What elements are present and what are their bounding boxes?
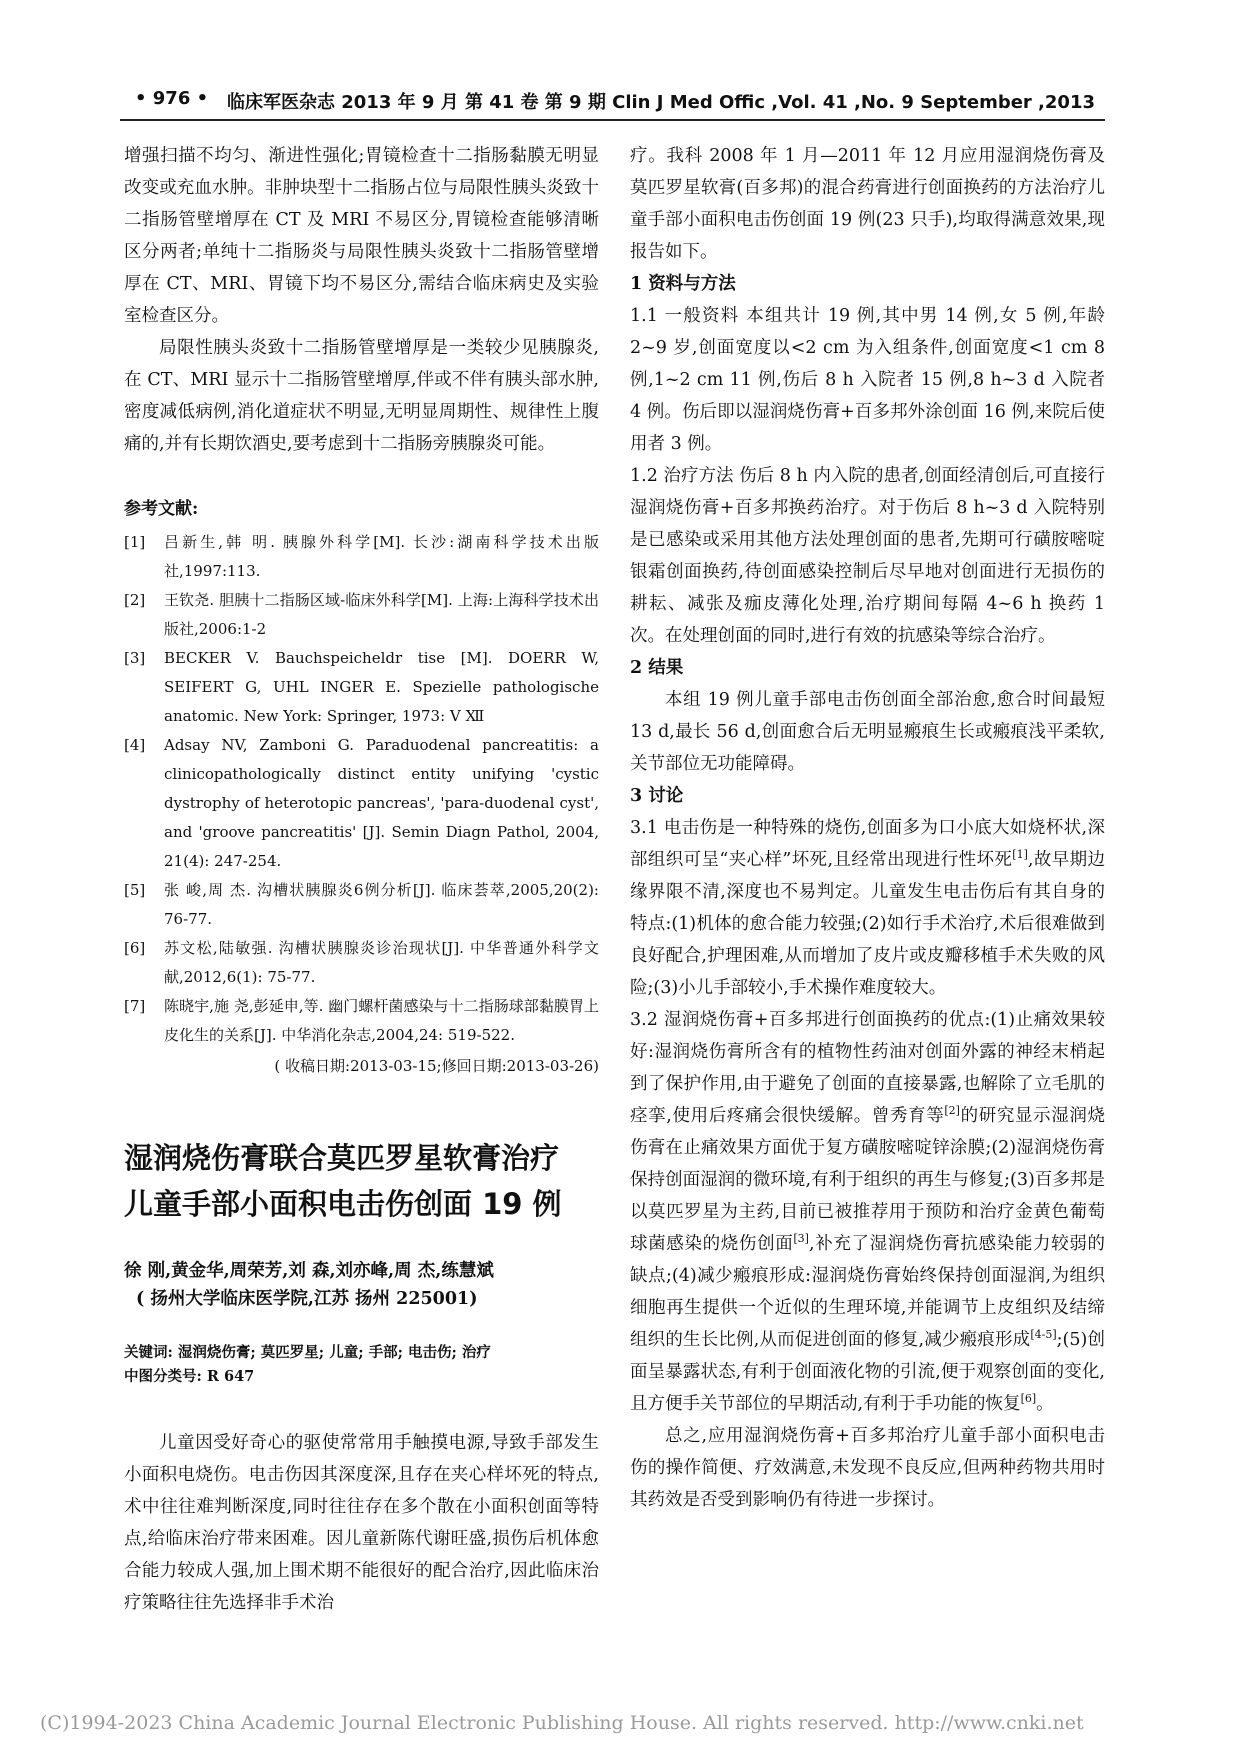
citation: [2] xyxy=(944,1104,960,1118)
section-heading-1: 1 资料与方法 xyxy=(630,274,736,294)
reference-text: 苏文松,陆敏强. 沟槽状胰腺炎诊治现状[J]. 中华普通外科学文献,2012,6(1): 75-77. xyxy=(164,939,599,986)
journal-info: 临床军医杂志 2013 年 9 月 第 41 卷 第 9 期 Clin J Med Offic ,Vol. 41 ,No. 9 September ,2013 xyxy=(226,92,1095,113)
paragraph-intro-continued: 疗。我科 2008 年 1 月—2011 年 12 月应用湿润烧伤膏及莫匹罗星软膏(百多邦)的混合药膏进行创面换药的方法治疗儿童手部小面积电击伤创面 19 例(23 只手),均取得满意效果,现报告如下。 xyxy=(630,146,1105,262)
subsection-label: 3.1 xyxy=(630,818,658,838)
authors: 徐 刚,黄金华,周荣芳,刘 森,刘亦峰,周 杰,练慧斌 xyxy=(124,1261,494,1281)
reference-text: 王钦尧. 胆胰十二指肠区域-临床外科学[M]. 上海:上海科学技术出版社,2006:1-2 xyxy=(164,591,599,638)
reference-number: [7] xyxy=(124,997,146,1015)
header-rule xyxy=(120,119,1105,121)
reference-item xyxy=(124,644,599,731)
article-title-line-1: 湿润烧伤膏联合莫匹罗星软膏治疗 xyxy=(124,1141,560,1175)
subsection-text: ,故早期边缘界限不清,深度也不易判定。儿童发生电击伤后有其自身的特点:(1)机体的愈合能力较强;(2)如行手术治疗,术后很难做到良好配合,护理困难,从而增加了皮片或皮瓣移植手术失败的风险;(3)小儿手部较小,手术操作难度较大。 xyxy=(630,850,1105,998)
reference-text: BECKER V. Bauchspeicheldr tise [M]. DOERR W, SEIFERT G, UHL INGER E. Spezielle pathologische anatomic. New York: Springer, 1973: Ⅴ Ⅻ xyxy=(164,649,599,725)
subsection-text: ,补充了湿润烧伤膏抗感染能力较弱的缺点;(4)减少瘢痕形成:湿润烧伤膏始终保持创面湿润,为组织细胞再生提供一个近似的生理环境,并能调节上皮组织及结缔组织的生长比例,从而促进创面的修复,减少瘢痕形成 xyxy=(630,1234,1106,1350)
article-title xyxy=(124,1135,599,1227)
reference-item xyxy=(124,876,599,934)
reference-number: [4] xyxy=(124,736,146,754)
citation: [1] xyxy=(1012,848,1028,862)
subsection-3-1 xyxy=(630,812,1105,1004)
subsection-label: 1.2 治疗方法 xyxy=(630,466,734,486)
subsection-label: 1.1 一般资料 xyxy=(630,306,740,326)
subsection-1-2 xyxy=(630,460,1105,652)
right-column xyxy=(630,140,1105,1516)
subsection-text: 电击伤是一种特殊的烧伤,创面多为口小底大如烧杯状,深部组织可呈“夹心样”坏死,且经常出现进行性坏死 xyxy=(630,818,1105,870)
reference-text: 张 峻,周 杰. 沟槽状胰腺炎6例分析[J]. 临床荟萃,2005,20(2): 76-77. xyxy=(164,881,599,928)
left-column xyxy=(124,140,599,1619)
paragraph-left-1: 增强扫描不均匀、渐进性强化;胃镜检查十二指肠黏膜无明显改变或充血水肿。非肿块型十二指肠占位与局限性胰头炎致十二指肠管壁增厚在 CT 及 MRI 不易区分,胃镜检查能够清晰区分两者;单纯十二指肠炎与局限性胰头炎致十二指肠管壁增厚在 CT、MRI、胃镜下均不易区分,需结合临床病史及实验室检查区分。 xyxy=(124,146,599,326)
subsection-label: 3.2 xyxy=(630,1010,658,1030)
subsection-text: 。 xyxy=(1036,1394,1054,1414)
reference-item xyxy=(124,731,599,876)
running-header xyxy=(135,88,1095,118)
subsection-text: 湿润烧伤膏+百多邦进行创面换药的优点:(1)止痛效果较好:湿润烧伤膏所含有的植物性药油对创面外露的神经末梢起到了保护作用,由于避免了创面的直接暴露,也解除了立毛肌的痉挛,使用后疼痛会很快缓解。曾秀育等 xyxy=(630,1010,1105,1126)
paragraph-left-2: 局限性胰头炎致十二指肠管壁增厚是一类较少见胰腺炎,在 CT、MRI 显示十二指肠管壁增厚,伴或不伴有胰头部水肿,密度减低病例,消化道症状不明显,无明显周期性、规律性上腹痛的,并有长期饮酒史,要考虑到十二指肠旁胰腺炎可能。 xyxy=(124,338,599,454)
references-heading: 参考文献: xyxy=(124,499,199,519)
subsection-text: 伤后 8 h 内入院的患者,创面经清创后,可直接行湿润烧伤膏+百多邦换药治疗。对于伤后 8 h~3 d 入院特别是已感染或采用其他方法处理创面的患者,先期可行磺胺嘧啶银霜创面换药,待创面感染控制后尽早地对创面进行无损伤的耕耘、减张及痂皮薄化处理,治疗期间每隔 4~6 h 换药 1 次。在处理创面的同时,进行有效的抗感染等综合治疗。 xyxy=(630,466,1105,646)
reference-item xyxy=(124,934,599,992)
page-number: • 976 • xyxy=(135,88,209,109)
reference-item xyxy=(124,586,599,644)
reference-item xyxy=(124,992,599,1050)
reference-number: [2] xyxy=(124,591,146,609)
paragraph-intro: 儿童因受好奇心的驱使常常用手触摸电源,导致手部发生小面积电烧伤。电击伤因其深度深,且存在夹心样坏死的特点,术中往往难判断深度,同时往往存在多个散在小面积创面等特点,给临床治疗带来困难。因儿童新陈代谢旺盛,损伤后机体愈合能力较成人强,加上围术期不能很好的配合治疗,因此临床治疗策略往往先选择非手术治 xyxy=(124,1433,599,1613)
keywords: 关键词: 湿润烧伤膏; 莫匹罗星; 儿童; 手部; 电击伤; 治疗 xyxy=(124,1344,491,1361)
copyright-footer: (C)1994-2023 China Academic Journal Electronic Publishing House. All rights reserved. http://www.cnki.net xyxy=(40,1712,1084,1734)
reference-number: [1] xyxy=(124,533,146,551)
citation: [3] xyxy=(793,1232,809,1246)
paragraph-results: 本组 19 例儿童手部电击伤创面全部治愈,愈合时间最短 13 d,最长 56 d,创面愈合后无明显瘢痕生长或瘢痕浅平柔软,关节部位无功能障碍。 xyxy=(630,690,1105,774)
citation: [4-5] xyxy=(1030,1328,1057,1342)
reference-item xyxy=(124,528,599,586)
section-heading-2: 2 结果 xyxy=(630,658,684,678)
subsection-text: 本组共计 19 例,其中男 14 例,女 5 例,年龄 2~9 岁,创面宽度以<2 cm 为入组条件,创面宽度<1 cm 8 例,1~2 cm 11 例,伤后 8 h 入院者 15 例,8 h~3 d 入院者 4 例。伤后即以湿润烧伤膏+百多邦外涂创面 16 例,来院后使用者 3 例。 xyxy=(630,306,1105,454)
section-heading-3: 3 讨论 xyxy=(630,786,684,806)
reference-number: [6] xyxy=(124,939,146,957)
reference-list xyxy=(124,528,599,1050)
affiliation: ( 扬州大学临床医学院,江苏 扬州 225001) xyxy=(136,1289,478,1309)
citation: [6] xyxy=(1020,1392,1037,1406)
reference-text: 吕新生,韩 明. 胰腺外科学[M]. 长沙:湖南科学技术出版社,1997:113. xyxy=(164,533,599,580)
reference-number: [3] xyxy=(124,649,146,667)
reference-number: [5] xyxy=(124,881,146,899)
reference-text: 陈晓宇,施 尧,彭延申,等. 幽门螺杆菌感染与十二指肠球部黏膜胃上皮化生的关系[J]. 中华消化杂志,2004,24: 519-522. xyxy=(164,997,599,1044)
subsection-text: ;(5)创面呈暴露状态,有利于创面液化物的引流,便于观察创面的变化,且方便手关节部位的早期活动,有利于手功能的恢复 xyxy=(630,1330,1106,1414)
subsection-text: 的研究显示湿润烧伤膏在止痛效果方面优于复方磺胺嘧啶锌涂膜;(2)湿润烧伤膏保持创面湿润的微环境,有利于组织的再生与修复;(3)百多邦是以莫匹罗星为主药,目前已被推荐用于预防和治疗金黄色葡萄球菌感染的烧伤创面 xyxy=(630,1106,1106,1254)
paragraph-conclusion: 总之,应用湿润烧伤膏+百多邦治疗儿童手部小面积电击伤的操作简便、疗效满意,未发现不良反应,但两种药物共用时其药效是否受到影响仍有待进一步探讨。 xyxy=(630,1426,1105,1510)
received-dates: ( 收稿日期:2013-03-15;修回日期:2013-03-26) xyxy=(274,1057,599,1075)
subsection-1-1 xyxy=(630,300,1105,460)
reference-text: Adsay NV, Zamboni G. Paraduodenal pancreatitis: a clinicopathologically distinct entity unifying 'cystic dystrophy of heterotopic pancreas', 'para-duodenal cyst', and 'groove pancreatitis' [J]. Semin Diagn Pathol, 2004, 21(4): 247-254. xyxy=(164,736,599,870)
subsection-3-2 xyxy=(630,1004,1105,1420)
article-title-line-2: 儿童手部小面积电击伤创面 19 例 xyxy=(124,1187,562,1221)
classification-number: 中图分类号: R 647 xyxy=(124,1368,255,1385)
